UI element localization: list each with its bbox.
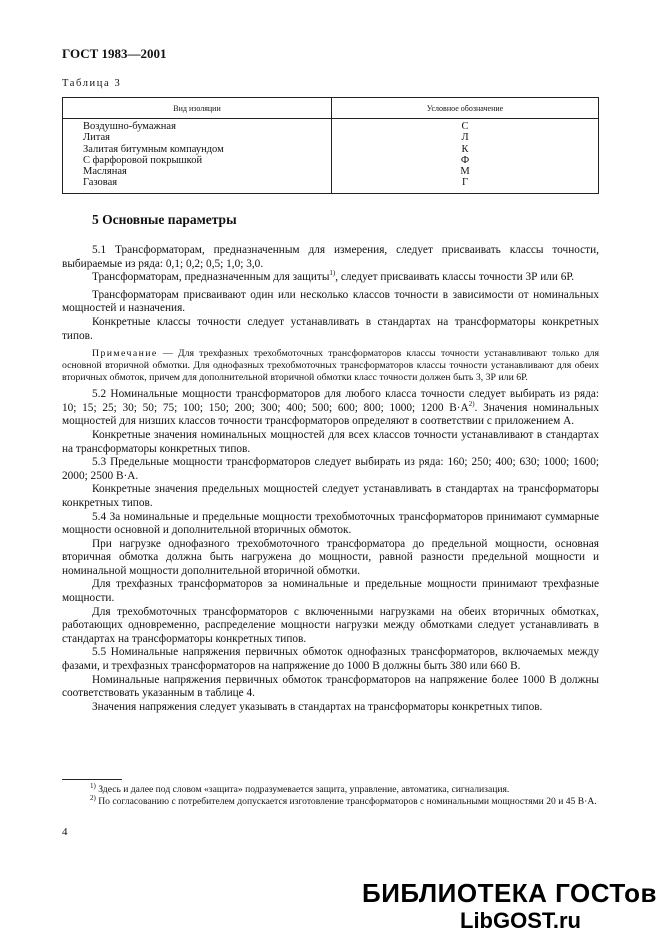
section-title: 5 Основные параметры [92, 212, 237, 227]
paragraph: 5.4 За номинальные и предельные мощности трехобмоточных трансформаторов принимают суммарные мощности основной и дополнительной вторичных обмоток. [62, 510, 599, 537]
footnotes [62, 781, 599, 807]
document-header: ГОСТ 1983—2001 [62, 46, 167, 61]
table-header-symbol: Условное обозначение [332, 98, 599, 119]
paragraph: Конкретные классы точности следует устанавливать в стандартах на трансформаторы конкретных типов. [62, 315, 599, 342]
table-cell: К [461, 143, 469, 155]
note [62, 348, 599, 384]
paragraph: Номинальные напряжения первичных обмоток трансформаторов на напряжение более 1000 В должны соответствовать указанным в таблице 4. [62, 673, 599, 700]
table-cell: М [460, 166, 470, 178]
paragraph: При нагрузке однофазного трехобмоточного трансформатора до предельной мощности, основная вторичная обмотка должна быть нагружена до мощности, равной разности предельной мощности и номинальной мощности дополнительной вторичной обмотки. [62, 537, 599, 577]
table-cell: Ф [460, 154, 470, 166]
page-number: 4 [62, 826, 68, 838]
insulation-table [62, 97, 599, 194]
watermark-site: LibGOST.ru [460, 908, 581, 933]
table-header-insulation-type: Вид изоляции [63, 98, 332, 119]
note-text: — Для трехфазных трехобмоточных трансформаторов классы точности устанавливают только для основной вторичной обмотки. Для однофазных трехобмоточных трансформаторов классы точности устанавливают для обеих вторичных обмоток, причем для дополнительной вторичной обмотки класс точности должен быть 3, 3Р или 6Р. [62, 348, 599, 384]
paragraph: 5.1 Трансформаторам, предназначенным для измерения, следует присваивать классы точности, выбираемые из ряда: 0,1; 0,2; 0,5; 1,0; 3,0. [62, 244, 599, 270]
paragraph: Конкретные значения предельных мощностей следует устанавливать в стандартах на трансформаторы конкретных типов. [62, 483, 599, 509]
table-cell: Литая [83, 132, 110, 144]
table-cell: С [461, 121, 469, 132]
paragraph: Для трехобмоточных трансформаторов с включенными нагрузками на обеих вторичных обмотках, работающих одновременно, распределение мощности нагрузки между обмотками следует устанавливать в стандартах на трансформаторы конкретных типов. [62, 605, 599, 645]
table-cell: Залитая битумным компаундом [83, 143, 224, 155]
paragraph: Значения напряжения следует указывать в стандартах на трансформаторы конкретных типов. [92, 700, 543, 713]
table-cell: Газовая [83, 177, 118, 189]
paragraph: 5.5 Номинальные напряжения первичных обмоток однофазных трансформаторов, включаемых между фазами, и трехфазных трансформаторов на напряжение до 1000 В должны быть 380 или 660 В. [62, 646, 599, 673]
note-label: Примечание [92, 348, 158, 360]
footnote-ref: 2) [468, 399, 475, 408]
section-body [62, 244, 599, 714]
table-body-row [63, 119, 599, 194]
paragraph: Конкретные значения номинальных мощностей для всех классов точности устанавливают в стандартах на трансформаторы конкретных типов. [62, 428, 599, 455]
watermark-title: БИБЛИОТЕКА ГОСТов [362, 878, 658, 908]
table-caption: Таблица 3 [62, 78, 122, 89]
footnote-divider [62, 779, 122, 780]
table-header-row [63, 98, 599, 119]
paragraph: Для трехфазных трансформаторов за номинальные и предельные мощности принимают трехфазные мощности. [62, 578, 599, 605]
paragraph: 5.2 Номинальные мощности трансформаторов для любого класса точности следует выбирать из ряда: 10; 15; 25; 30; 50; 75; 100; 150; 200; 300; 400; 500; 600; 800; 1000; 1200 $В\cdot А^{2)}$. Значения номинальных мощностей для низших классов точности трансформаторов определяют в соответствии с приложением А. [62, 388, 599, 428]
table-cell: Масляная [83, 166, 127, 178]
footnote-ref: 1) [329, 269, 336, 278]
table-cell: Л [461, 132, 469, 144]
symbol-list [332, 119, 598, 193]
table-cell: С фарфоровой покрышкой [83, 154, 203, 166]
table-cell: Воздушно-бумажная [83, 121, 176, 132]
paragraph: Трансформаторам присваивают один или несколько классов точности в зависимости от номинальных мощностей и назначения. [62, 288, 599, 315]
footnote: $^{1)}$ Здесь и далее под словом «защита» подразумевается защита, управление, автоматика, сигнализация. [90, 781, 510, 795]
footnote: $^{2)}$ По согласованию с потребителем допускается изготовление трансформаторов с номинальными мощностями 20 и 45 В·А. [90, 793, 597, 807]
paragraph: 5.3 Предельные мощности трансформаторов следует выбирать из ряда: 160; 250; 400; 630; 1000; 1600; 2000; 2500 В·А. [62, 456, 599, 482]
paragraph: Трансформаторам, предназначенным для защиты$^{1)}$, следует присваивать классы точности 3Р или 6Р. [92, 269, 575, 284]
insulation-type-list [63, 119, 331, 193]
table-cell: Г [461, 177, 469, 189]
